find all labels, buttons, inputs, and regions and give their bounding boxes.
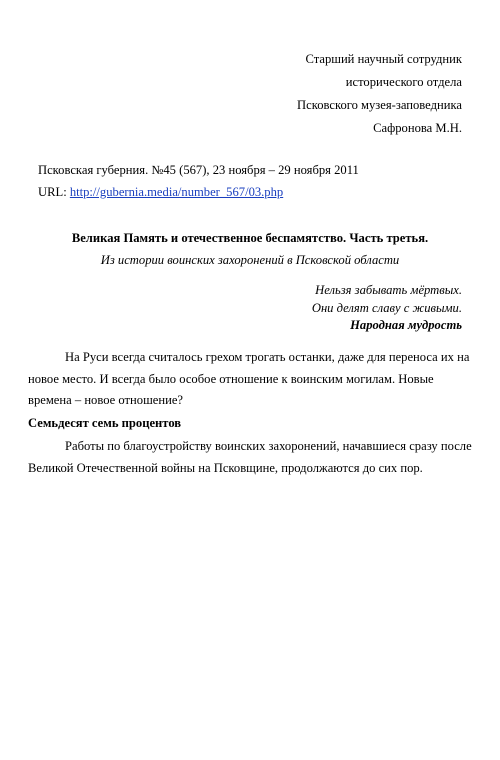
- source-url-label: URL:: [38, 185, 70, 199]
- section-heading: Семьдесят семь процентов: [28, 416, 182, 430]
- epigraph: [312, 282, 462, 335]
- source-citation: Псковская губерния. №45 (567), 23 ноября – 29 ноября 2011: [38, 163, 359, 177]
- source-block: [38, 159, 359, 203]
- article-subtitle: Из истории воинских захоронений в Псковской области: [100, 253, 400, 267]
- epigraph-line: Они делят славу с живыми.: [311, 300, 462, 315]
- author-block: [297, 48, 462, 140]
- source-url-line: [38, 181, 359, 203]
- article-title: Великая Память и отечественное беспамятство. Часть третья.: [71, 231, 429, 245]
- author-position-line: Старший научный сотрудник: [305, 52, 462, 66]
- source-url-link[interactable]: http://gubernia.media/number_567/03.php: [69, 185, 284, 199]
- author-name: Сафронова М.Н.: [373, 121, 462, 135]
- author-department-line: исторического отдела: [345, 75, 462, 89]
- epigraph-source: Народная мудрость: [350, 318, 462, 332]
- body-paragraph: На Руси всегда считалось грехом трогать останки, даже для переноса их на новое место. И всегда было особое отношение к воинским могилам. Новые времена – новое отношение?: [28, 350, 470, 407]
- body-paragraph: Работы по благоустройству воинских захоронений, начавшиеся сразу после Великой Отечественной войны на Псковщине, продолжаются до сих пор.: [28, 439, 472, 475]
- author-organization-line: Псковского музея-заповедника: [297, 98, 462, 112]
- epigraph-line: Нельзя забывать мёртвых.: [315, 283, 462, 297]
